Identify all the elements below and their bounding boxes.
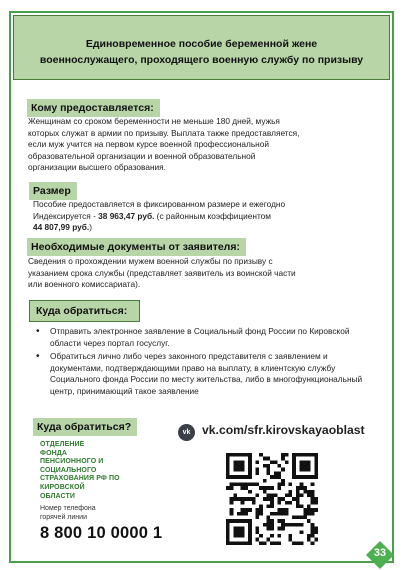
size-suffix: (с районным коэффициентом <box>154 210 271 221</box>
documents-line: указанием срока службы (представляет заявитель из воинской части <box>28 267 296 278</box>
org-line: КИРОВСКОЙ <box>40 483 85 491</box>
vk-link[interactable]: vk.com/sfr.kirovskayaoblast <box>202 423 365 437</box>
org-line: СОЦИАЛЬНОГО <box>40 466 97 474</box>
list-item: • Обратиться лично либо через законного представителя с заявлением и документами, подтверждающими право на выплату, в клиентскую службу Социального фонда России по месту жительства, либо в многофункциональный центр, принимающий такое заявление <box>34 351 370 397</box>
hotline-label <box>40 505 120 522</box>
where-heading: Куда обратиться: <box>29 300 140 322</box>
size-text <box>33 199 378 234</box>
documents-line: или военного комиссариата). <box>28 279 141 290</box>
size-line-3 <box>33 222 378 234</box>
org-line: ОТДЕЛЕНИЕ <box>40 441 85 448</box>
who-line: если муж учится на первом курсе военной профессиональной <box>28 139 269 150</box>
size-line-1: Пособие предоставляется в фиксированном размере и ежегодно <box>33 199 286 209</box>
who-heading: Кому предоставляется: <box>27 99 160 117</box>
org-line: СТРАХОВАНИЯ РФ ПО <box>40 475 120 483</box>
who-line: образовательной организации и военной образовательной <box>28 150 256 161</box>
title-line-1: Единовременное пособие беременной жене <box>85 38 318 50</box>
size-heading: Размер <box>29 182 77 200</box>
org-name <box>40 441 130 501</box>
contact-heading: Куда обратиться? <box>33 418 137 436</box>
page-number: 33 <box>373 547 387 559</box>
who-line: которых служат в армии по призыву. Выплата также предоставляется, <box>28 127 300 138</box>
org-line: ФОНДА <box>40 449 68 457</box>
hotline-phone[interactable]: 8 800 10 0000 1 <box>40 524 163 542</box>
list-item: • Отправить электронное заявление в Социальный фонд России по Кировской области через портал госуслуг. <box>34 326 370 349</box>
vk-icon[interactable] <box>178 424 195 441</box>
who-line: организации высшего образования. <box>28 162 166 173</box>
qr-code[interactable] <box>226 453 318 545</box>
where-list <box>34 326 370 400</box>
hotline-label-line: горячей линии <box>40 513 87 521</box>
page-title <box>30 36 373 68</box>
org-line: ОБЛАСТИ <box>40 492 75 500</box>
title-line-2: военнослужащего, проходящего военную службу по призыву <box>39 54 364 66</box>
size-prefix: Индексируется - <box>33 210 99 221</box>
org-line: ПЕНСИОННОГО И <box>40 458 104 466</box>
size-line-2 <box>33 211 378 223</box>
documents-text <box>28 256 378 291</box>
benefit-amount: 38 963,47 руб. <box>98 210 155 221</box>
documents-line: Сведения о прохождении мужем военной службы по призыву с <box>28 256 273 266</box>
documents-heading: Необходимые документы от заявителя: <box>27 238 246 256</box>
who-text <box>28 116 378 174</box>
benefit-amount-regional: 44 807,99 руб. <box>33 222 90 233</box>
hotline-label-line: Номер телефона <box>40 505 96 512</box>
vk-icon-text: vk <box>182 429 191 436</box>
who-line: Женщинам со сроком беременности не меньше 180 дней, мужья <box>28 116 280 126</box>
size-line3-suffix: ) <box>89 222 92 233</box>
